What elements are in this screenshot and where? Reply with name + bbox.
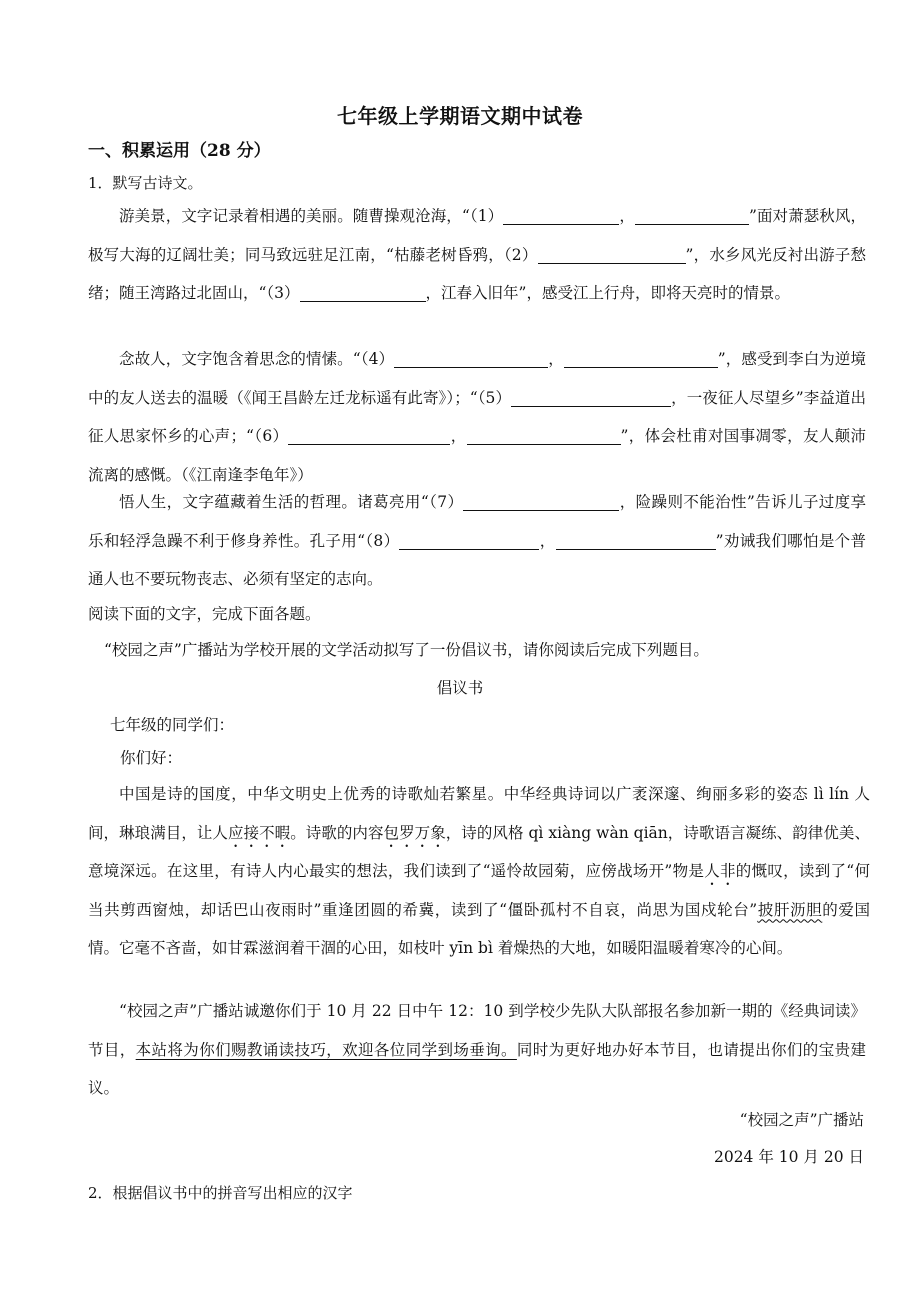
question-2-label: 2．根据倡议书中的拼音写出相应的汉字 xyxy=(88,1184,353,1202)
page-title: 七年级上学期语文期中试卷 xyxy=(337,104,583,128)
letter-body-paragraph-1: 中国是诗的国度，中华文明史上优秀的诗歌灿若繁星。中华经典诗词以广袤深邃、绚丽多彩的姿态 lì lín 人间，琳琅满目，让人应接不暇。诗歌的内容包罗万象，诗的风格 qì xiàng wàn qiān，诗歌语言凝练、韵律优美、意境深远。在这里，有诗人内心最实的想法，我们读到了“遥怜故园菊，应傍战场开”物是人非的慨叹，读到了“何当共剪西窗烛，却话巴山夜雨时”重逢团圆的希冀，读到了“僵卧孤村不自哀，尚思为国戍轮台”披肝沥胆的爱国情。它毫不吝啬，如甘霖滋润着干涸的心田，如枝叶 yīn bì 着燥热的大地，如暖阳温暖着寒冷的心间。 xyxy=(88,785,870,957)
answer-blank-6a[interactable] xyxy=(288,426,450,445)
underlined-sentence: 本站将为你们赐教诵读技巧，欢迎各位同学到场垂询。 xyxy=(135,1040,517,1059)
dotted-phrase: 人非 xyxy=(704,862,736,880)
answer-blank-5[interactable] xyxy=(511,388,671,407)
question-1-label: 1．默写古诗文。 xyxy=(88,174,203,192)
answer-blank-8b[interactable] xyxy=(556,531,716,550)
question-1-paragraph-1: 游美景，文字记录着相遇的美丽。随曹操观沧海，“（1） ， ”面对萧瑟秋风，极写大海的辽阔壮美；同马致远驻足江南，“枯藤老树昏鸦，（2） ”，水乡风光反衬出游子愁绪；随王湾路过北固山，“（3） ，江春入旧年”，感受江上行舟，即将天亮时的情景。 xyxy=(88,207,866,302)
answer-blank-3[interactable] xyxy=(300,283,426,302)
answer-blank-6b[interactable] xyxy=(467,426,621,445)
dotted-phrase: 应接不暇 xyxy=(227,823,291,842)
letter-salutation: 七年级的同学们： xyxy=(110,716,235,734)
section-heading: 一、积累运用（28 分） xyxy=(88,141,271,161)
answer-blank-1a[interactable] xyxy=(503,206,619,225)
letter-signature: “校园之声”广播站 xyxy=(739,1111,864,1129)
letter-date: 2024 年 10 月 20 日 xyxy=(713,1148,864,1166)
answer-blank-8a[interactable] xyxy=(399,531,539,550)
answer-blank-2[interactable] xyxy=(538,245,686,264)
answer-blank-4b[interactable] xyxy=(564,349,718,368)
answer-blank-4a[interactable] xyxy=(394,349,548,368)
answer-blank-7[interactable] xyxy=(463,492,619,511)
question-1-paragraph-2: 念故人，文字饱含着思念的情愫。“（4） ， ”，感受到李白为逆境中的友人送去的温暖（《闻王昌龄左迁龙标遥有此寄》）；“（5） ，一夜征人尽望乡”李益道出征人思家怀乡的心声；“（6） ， ”，体会杜甫对国事凋零，友人颠沛流离的感慨。（《江南逢李龟年》） xyxy=(88,350,866,484)
answer-blank-1b[interactable] xyxy=(635,206,749,225)
reading-intro: “校园之声”广播站为学校开展的文学活动拟写了一份倡议书，请你阅读后完成下列题目。 xyxy=(104,641,709,659)
question-1-paragraph-3: 悟人生，文字蕴藏着生活的哲理。诸葛亮用“（7） ，险躁则不能治性”告诉儿子过度享乐和轻浮急躁不利于修身养性。孔子用“（8） ， ”劝诫我们哪怕是个普通人也不要玩物丧志、必须有坚定的志向。 xyxy=(88,493,866,588)
wavy-underlined-phrase: 披肝沥胆 xyxy=(757,900,823,919)
dotted-phrase: 包罗万象 xyxy=(383,823,446,842)
letter-greeting: 你们好： xyxy=(120,749,183,767)
letter-body-paragraph-2: “校园之声”广播站诚邀你们于 10 月 22 日中午 12：10 到学校少先队大队部报名参加新一期的《经典词读》节目，本站将为你们赐教诵读技巧，欢迎各位同学到场垂询。同时为更好地办好本节目，也请提出你们的宝贵建议。 xyxy=(88,1002,866,1097)
reading-instruction: 阅读下面的文字，完成下面各题。 xyxy=(88,605,321,623)
letter-title: 倡议书 xyxy=(436,679,484,697)
